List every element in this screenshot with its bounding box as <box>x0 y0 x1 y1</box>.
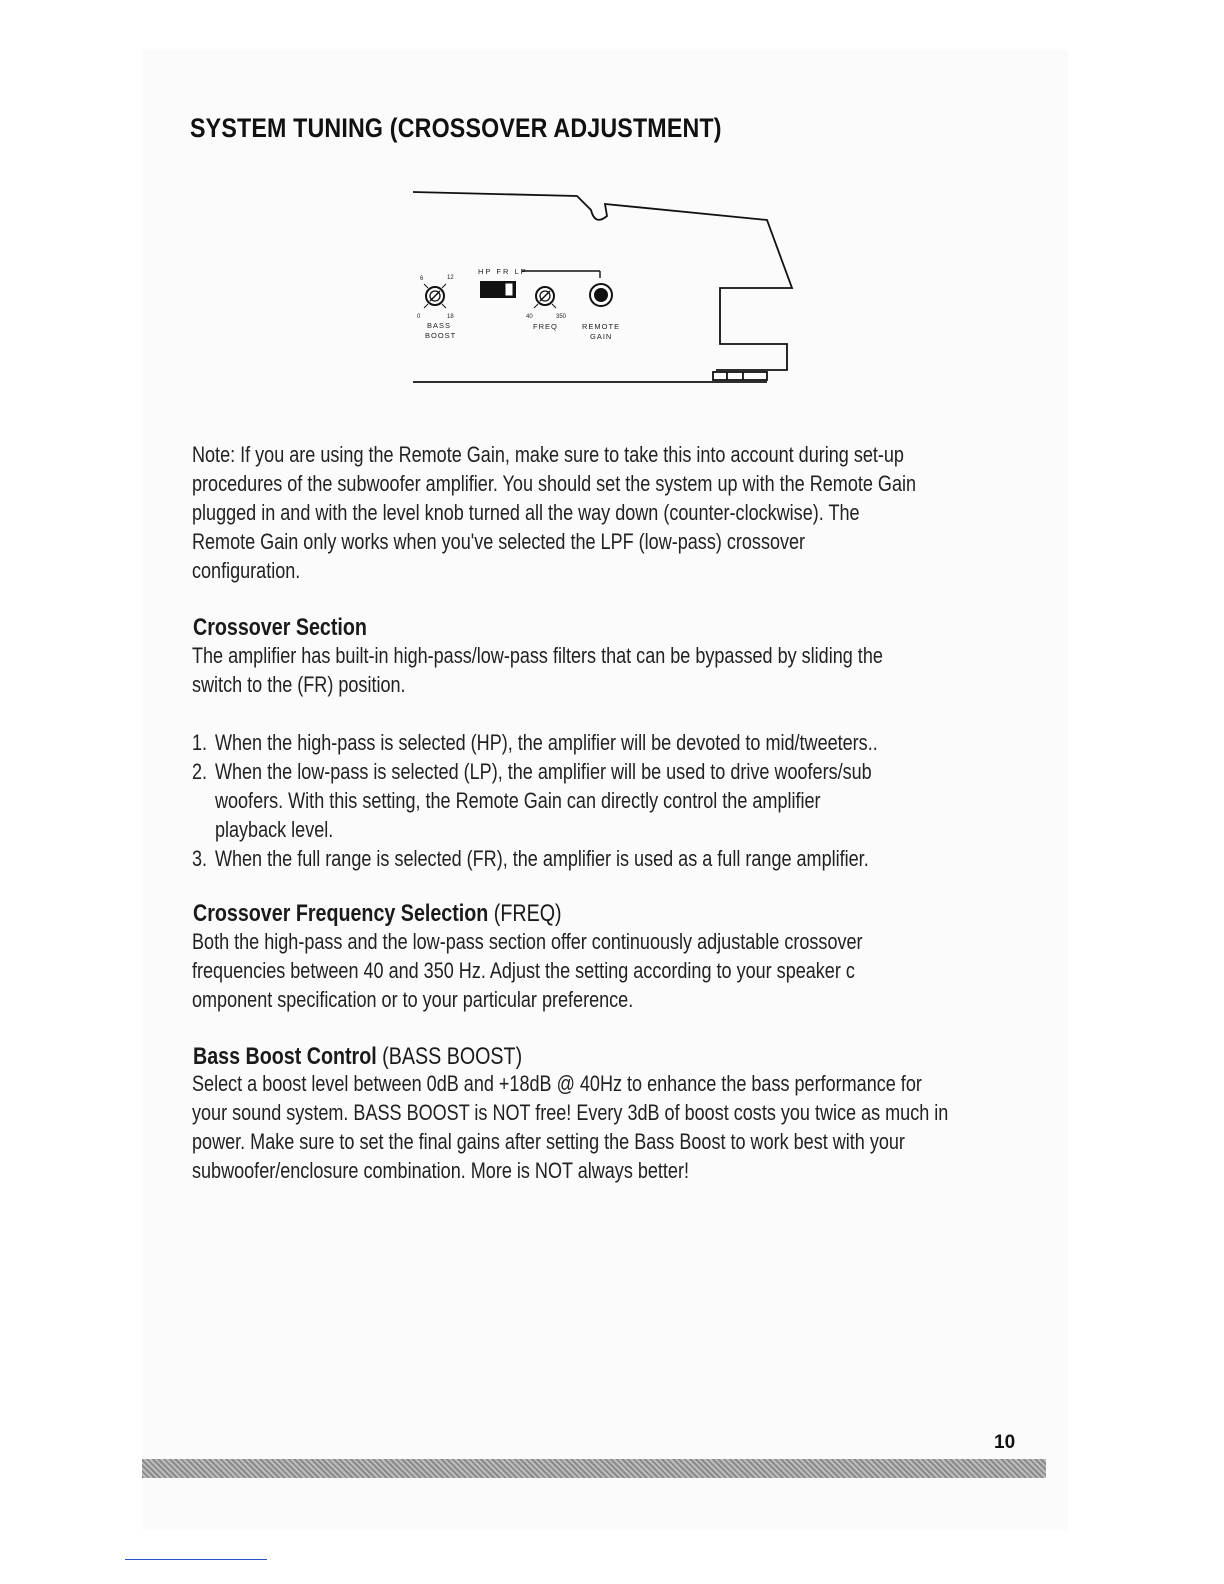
list-text: When the full range is selected (FR), the amplifier is used as a full range amplifier. <box>214 846 869 871</box>
crossover-mode-list <box>192 728 955 873</box>
text-line: procedures of the subwoofer amplifier. You should set the system up with the Remote Gain <box>192 471 917 496</box>
text-line: frequencies between 40 and 350 Hz. Adjust the setting according to your speaker c <box>192 958 855 983</box>
text-line: power. Make sure to set the final gains after setting the Bass Boost to work best with your <box>192 1129 905 1154</box>
list-item <box>192 844 955 873</box>
bass-section-paragraph <box>192 1069 955 1185</box>
bass-section-heading: Bass Boost Control (BASS BOOST) <box>193 1043 523 1070</box>
list-item <box>192 757 955 844</box>
text-line: subwoofer/enclosure combination. More is NOT always better! <box>192 1158 689 1183</box>
text-line: configuration. <box>192 558 301 583</box>
list-text: When the high-pass is selected (HP), the amplifier will be devoted to mid/tweeters.. <box>214 730 878 755</box>
footer-rule <box>125 1559 267 1560</box>
freq-tick-max: 350 <box>556 314 567 320</box>
text-line: switch to the (FR) position. <box>192 672 406 697</box>
text-line: omponent specification or to your particular preference. <box>192 987 634 1012</box>
list-number: 2. <box>192 759 208 784</box>
crossover-section-heading: Crossover Section <box>193 614 367 641</box>
freq-knob[interactable] <box>534 287 556 308</box>
bass-boost-label-1: BASS <box>427 321 452 330</box>
page-title: SYSTEM TUNING (CROSSOVER ADJUSTMENT) <box>190 113 722 143</box>
text-line: Select a boost level between 0dB and +18dB @ 40Hz to enhance the bass performance for <box>192 1071 922 1096</box>
page-number: 10 <box>994 1432 1016 1453</box>
crossover-switch-label: HP FR LP <box>478 267 528 276</box>
list-text: woofers. With this setting, the Remote Gain can directly control the amplifier <box>214 788 821 813</box>
freq-section-paragraph <box>192 927 955 1014</box>
text-line: Remote Gain only works when you've selected the LPF (low-pass) crossover <box>192 529 806 554</box>
freq-tick-min: 40 <box>526 314 533 320</box>
remote-gain-label-1: REMOTE <box>582 322 621 331</box>
list-text: playback level. <box>214 817 334 842</box>
crossover-section-paragraph <box>192 641 955 699</box>
list-text: When the low-pass is selected (LP), the amplifier will be used to drive woofers/sub <box>214 759 872 784</box>
text-line: your sound system. BASS BOOST is NOT free! Every 3dB of boost costs you twice as much in <box>192 1100 949 1125</box>
bass-boost-label-2: BOOST <box>425 331 457 340</box>
bass-tick-0: 0 <box>417 314 421 320</box>
text-line: Both the high-pass and the low-pass section offer continuously adjustable crossover <box>192 929 863 954</box>
bass-tick-18: 18 <box>447 314 454 320</box>
text-line: Note: If you are using the Remote Gain, make sure to take this into account during set-up <box>192 442 904 467</box>
amplifier-panel-diagram <box>405 182 805 392</box>
remote-gain-label-2: GAIN <box>590 332 613 341</box>
footer-bar <box>142 1459 1046 1478</box>
remote-gain-jack[interactable] <box>590 284 612 306</box>
text-line: The amplifier has built-in high-pass/low-pass filters that can be bypassed by sliding the <box>192 643 883 668</box>
list-number: 3. <box>192 846 208 871</box>
list-item <box>192 728 955 757</box>
text-line: plugged in and with the level knob turned all the way down (counter-clockwise). The <box>192 500 860 525</box>
note-paragraph <box>192 440 955 585</box>
bass-tick-6: 6 <box>420 276 424 282</box>
bass-tick-12: 12 <box>447 275 454 281</box>
bass-boost-knob[interactable] <box>424 284 446 308</box>
freq-label: FREQ <box>533 322 558 331</box>
crossover-mode-switch[interactable] <box>480 281 516 298</box>
freq-section-heading: Crossover Frequency Selection (FREQ) <box>193 900 562 927</box>
list-number: 1. <box>192 730 208 755</box>
